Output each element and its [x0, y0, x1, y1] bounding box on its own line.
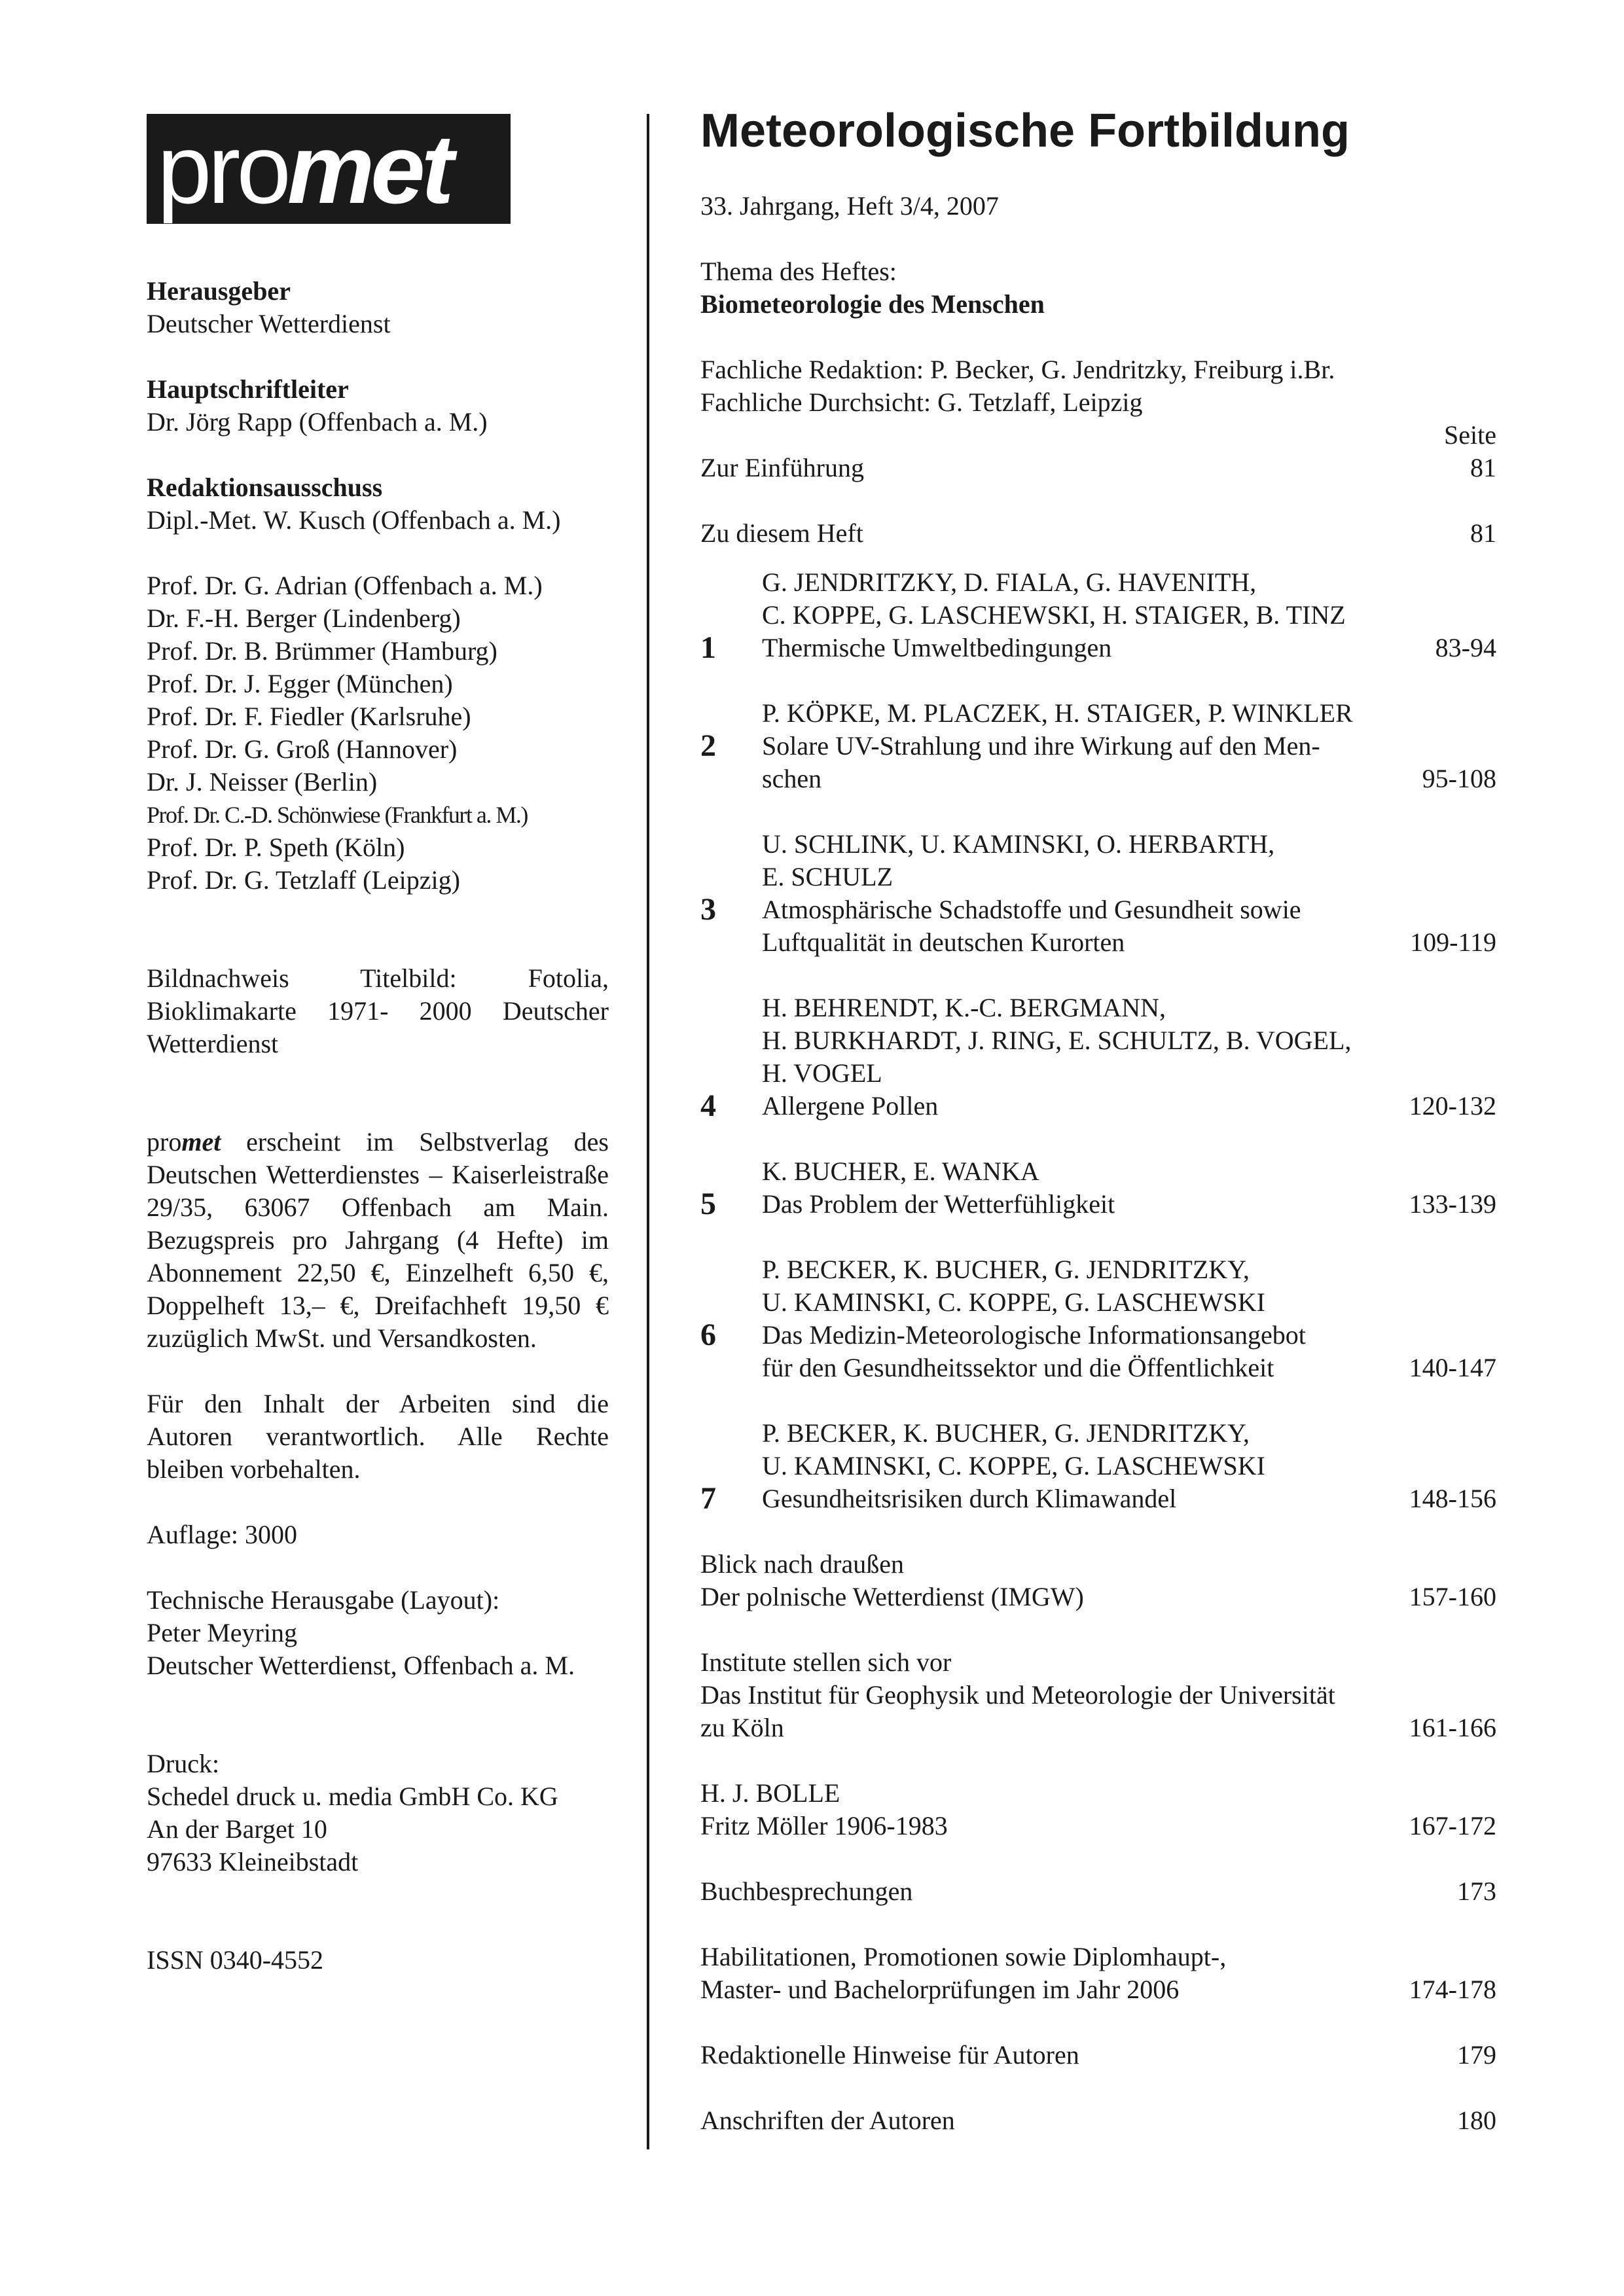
technische-label: Technische Herausgabe (Layout): [147, 1585, 500, 1615]
committee-member: Prof. Dr. G. Adrian (Offenbach a. M.) [147, 571, 543, 600]
imprint-column [147, 114, 609, 1977]
committee-member: Prof. Dr. F. Fiedler (Karlsruhe) [147, 702, 471, 731]
article-number: 4 [700, 1088, 716, 1123]
article-title: Das Problem der Wetterfühligkeit [762, 1189, 1115, 1219]
committee-member: Dr. J. Neisser (Berlin) [147, 767, 378, 797]
section-title: Das Institut für Geophysik und Meteorologie der Universität [700, 1680, 1335, 1710]
article-authors: P. BECKER, K. BUCHER, G. JENDRITZKY, [762, 1255, 1250, 1284]
page-title: Meteorologische Fortbildung [700, 105, 1350, 157]
thema-block [700, 255, 1496, 321]
toc-article [700, 1417, 1496, 1515]
article-pages: 95-108 [1422, 764, 1496, 793]
toc-section [700, 2039, 1496, 2072]
section-heading: H. J. BOLLE [700, 1778, 840, 1808]
section-title: Fritz Möller 1906-1983 [700, 1811, 948, 1840]
herausgeber-label: Herausgeber [147, 276, 291, 306]
article-authors: H. BEHRENDT, K.-C. BERGMANN, [762, 993, 1166, 1022]
section-heading: Blick nach draußen [700, 1549, 904, 1579]
committee-member: Prof. Dr. P. Speth (Köln) [147, 833, 405, 862]
article-authors: H. BURKHARDT, J. RING, E. SCHULTZ, B. VOGEL, [762, 1026, 1352, 1055]
section-title: Der polnische Wetterdienst (IMGW) [700, 1582, 1084, 1611]
article-pages: 120-132 [1409, 1091, 1496, 1121]
technische-name: Peter Meyring [147, 1618, 297, 1647]
selbstverlag-note [147, 1126, 609, 1355]
toc-section [700, 1875, 1496, 1908]
article-authors: P. KÖPKE, M. PLACZEK, H. STAIGER, P. WINKLER [762, 698, 1353, 728]
article-title: Gesundheitsrisiken durch Klimawandel [762, 1484, 1177, 1513]
article-authors: U. KAMINSKI, C. KOPPE, G. LASCHEWSKI [762, 1287, 1265, 1317]
section-title: Buchbesprechungen [700, 1876, 913, 1906]
thema-title: Biometeorologie des Menschen [700, 289, 1045, 319]
seite-header: Seite [1444, 420, 1496, 450]
section-title: Master- und Bachelorprüfungen im Jahr 2006 [700, 1975, 1180, 2004]
section-pages: 173 [1457, 1876, 1496, 1906]
toc-intro-entry [700, 517, 1496, 550]
article-title: Solare UV-Strahlung und ihre Wirkung auf den Men- [762, 731, 1320, 761]
technische-org: Deutscher Wetterdienst, Offenbach a. M. [147, 1651, 575, 1680]
section-pages: 161-166 [1409, 1713, 1496, 1742]
toc-article [700, 992, 1496, 1122]
article-pages: 148-156 [1409, 1484, 1496, 1513]
toc-article [700, 697, 1496, 795]
committee-member: Dr. F.-H. Berger (Lindenberg) [147, 603, 461, 633]
article-authors: K. BUCHER, E. WANKA [762, 1157, 1039, 1186]
committee-members [147, 569, 609, 897]
selbstverlag-text: erscheint im Selbstverlag des Deutschen Wetterdienstes – Kaiserleistraße 29/35, 63067 Offenbach am Main. Bezugspreis pro Jahrgang (4 Hefte) im Abonnement 22,50 €, Einzelheft 6,50 €, Doppelheft 13,– €, Dreifachheft 19,50 € zuzüglich MwSt. und Versandkosten. [147, 1127, 609, 1353]
contents-column [700, 98, 1496, 2137]
toc-article [700, 828, 1496, 959]
toc-entry-title: Zur Einführung [700, 453, 864, 482]
article-authors: G. JENDRITZKY, D. FIALA, G. HAVENITH, [762, 567, 1257, 597]
toc-section [700, 1941, 1496, 2006]
druck-block [147, 1748, 609, 1878]
thema-label: Thema des Heftes: [700, 257, 897, 286]
section-title: Redaktionelle Hinweise für Autoren [700, 2040, 1079, 2070]
section-pages: 167-172 [1409, 1811, 1496, 1840]
fachliche-durchsicht: Fachliche Durchsicht: G. Tetzlaff, Leipzig [700, 387, 1143, 417]
article-pages: 83-94 [1435, 633, 1496, 662]
article-pages: 140-147 [1409, 1353, 1496, 1382]
section-pages: 180 [1457, 2106, 1496, 2135]
article-title: Allergene Pollen [762, 1091, 939, 1121]
article-title: Atmosphärische Schadstoffe und Gesundheit sowie [762, 895, 1301, 924]
redaktion-block [700, 353, 1496, 452]
article-title: für den Gesundheitssektor und die Öffentlichkeit [762, 1353, 1274, 1382]
druck-label: Druck: [147, 1749, 220, 1778]
druck-line: Schedel druck u. media GmbH Co. KG [147, 1782, 558, 1811]
jahrgang: 33. Jahrgang, Heft 3/4, 2007 [700, 191, 999, 221]
toc-section [700, 1646, 1496, 1744]
druck-line: An der Barget 10 [147, 1814, 327, 1844]
article-number: 2 [700, 728, 716, 763]
redaktionsausschuss-block [147, 471, 609, 537]
bildnachweis: Bildnachweis Titelbild: Fotolia, Bioklimakarte 1971- 2000 Deutscher Wetterdienst [147, 963, 609, 1058]
druck-line: 97633 Kleineibstadt [147, 1847, 359, 1876]
inhalt-note: Für den Inhalt der Arbeiten sind die Autoren verantwortlich. Alle Rechte bleiben vorbehalten. [147, 1389, 609, 1484]
toc-section [700, 1548, 1496, 1613]
redaktionsausschuss-value: Dipl.-Met. W. Kusch (Offenbach a. M.) [147, 505, 561, 535]
redaktionsausschuss-label: Redaktionsausschuss [147, 473, 383, 502]
committee-member: Prof. Dr. C.-D. Schönwiese (Frankfurt a. M.) [147, 802, 528, 828]
committee-member: Prof. Dr. J. Egger (München) [147, 669, 453, 698]
toc-article [700, 1155, 1496, 1221]
article-authors: H. VOGEL [762, 1058, 882, 1088]
section-title: Anschriften der Autoren [700, 2106, 955, 2135]
article-pages: 109-119 [1410, 927, 1496, 957]
toc-page-number: 81 [1470, 453, 1496, 482]
article-number: 7 [700, 1481, 716, 1516]
herausgeber-block [147, 275, 609, 340]
hauptschriftleiter-value: Dr. Jörg Rapp (Offenbach a. M.) [147, 407, 488, 437]
toc-section [700, 1777, 1496, 1842]
article-number: 5 [700, 1187, 716, 1221]
fachliche-redaktion: Fachliche Redaktion: P. Becker, G. Jendritzky, Freiburg i.Br. [700, 355, 1335, 384]
article-pages: 133-139 [1409, 1189, 1496, 1219]
article-number: 6 [700, 1318, 716, 1352]
article-authors: P. BECKER, K. BUCHER, G. JENDRITZKY, [762, 1418, 1250, 1448]
article-title: Thermische Umweltbedingungen [762, 633, 1112, 662]
hauptschriftleiter-block [147, 373, 609, 439]
promet-wordmark: promet [147, 1127, 221, 1157]
section-title: zu Köln [700, 1713, 784, 1742]
article-title: Luftqualität in deutschen Kurorten [762, 927, 1125, 957]
hauptschriftleiter-label: Hauptschriftleiter [147, 374, 349, 404]
toc-intro-entry [700, 452, 1496, 484]
article-number: 1 [700, 630, 716, 665]
section-pages: 157-160 [1409, 1582, 1496, 1611]
section-pages: 174-178 [1409, 1975, 1496, 2004]
toc-entry-title: Zu diesem Heft [700, 518, 863, 548]
section-heading: Institute stellen sich vor [700, 1647, 952, 1677]
article-authors: E. SCHULZ [762, 862, 893, 891]
issn: ISSN 0340-4552 [147, 1945, 324, 1975]
article-title: schen [762, 764, 822, 793]
article-authors: U. KAMINSKI, C. KOPPE, G. LASCHEWSKI [762, 1451, 1265, 1480]
auflage: Auflage: 3000 [147, 1520, 297, 1549]
section-title: Habilitationen, Promotionen sowie Diplomhaupt-, [700, 1942, 1227, 1971]
herausgeber-value: Deutscher Wetterdienst [147, 309, 391, 338]
promet-logo: promet [147, 114, 511, 224]
toc-section [700, 2104, 1496, 2137]
toc-article [700, 566, 1496, 664]
article-authors: U. SCHLINK, U. KAMINSKI, O. HERBARTH, [762, 829, 1275, 859]
article-title: Das Medizin-Meteorologische Informationsangebot [762, 1320, 1306, 1350]
toc-page-number: 81 [1470, 518, 1496, 548]
section-pages: 179 [1457, 2040, 1496, 2070]
technische-herausgabe [147, 1584, 609, 1682]
committee-member: Prof. Dr. G. Tetzlaff (Leipzig) [147, 865, 460, 895]
toc-article [700, 1253, 1496, 1384]
column-divider [647, 114, 649, 2149]
article-number: 3 [700, 892, 716, 927]
article-authors: C. KOPPE, G. LASCHEWSKI, H. STAIGER, B. TINZ [762, 600, 1346, 630]
committee-member: Prof. Dr. B. Brümmer (Hamburg) [147, 636, 497, 666]
committee-member: Prof. Dr. G. Groß (Hannover) [147, 734, 458, 764]
